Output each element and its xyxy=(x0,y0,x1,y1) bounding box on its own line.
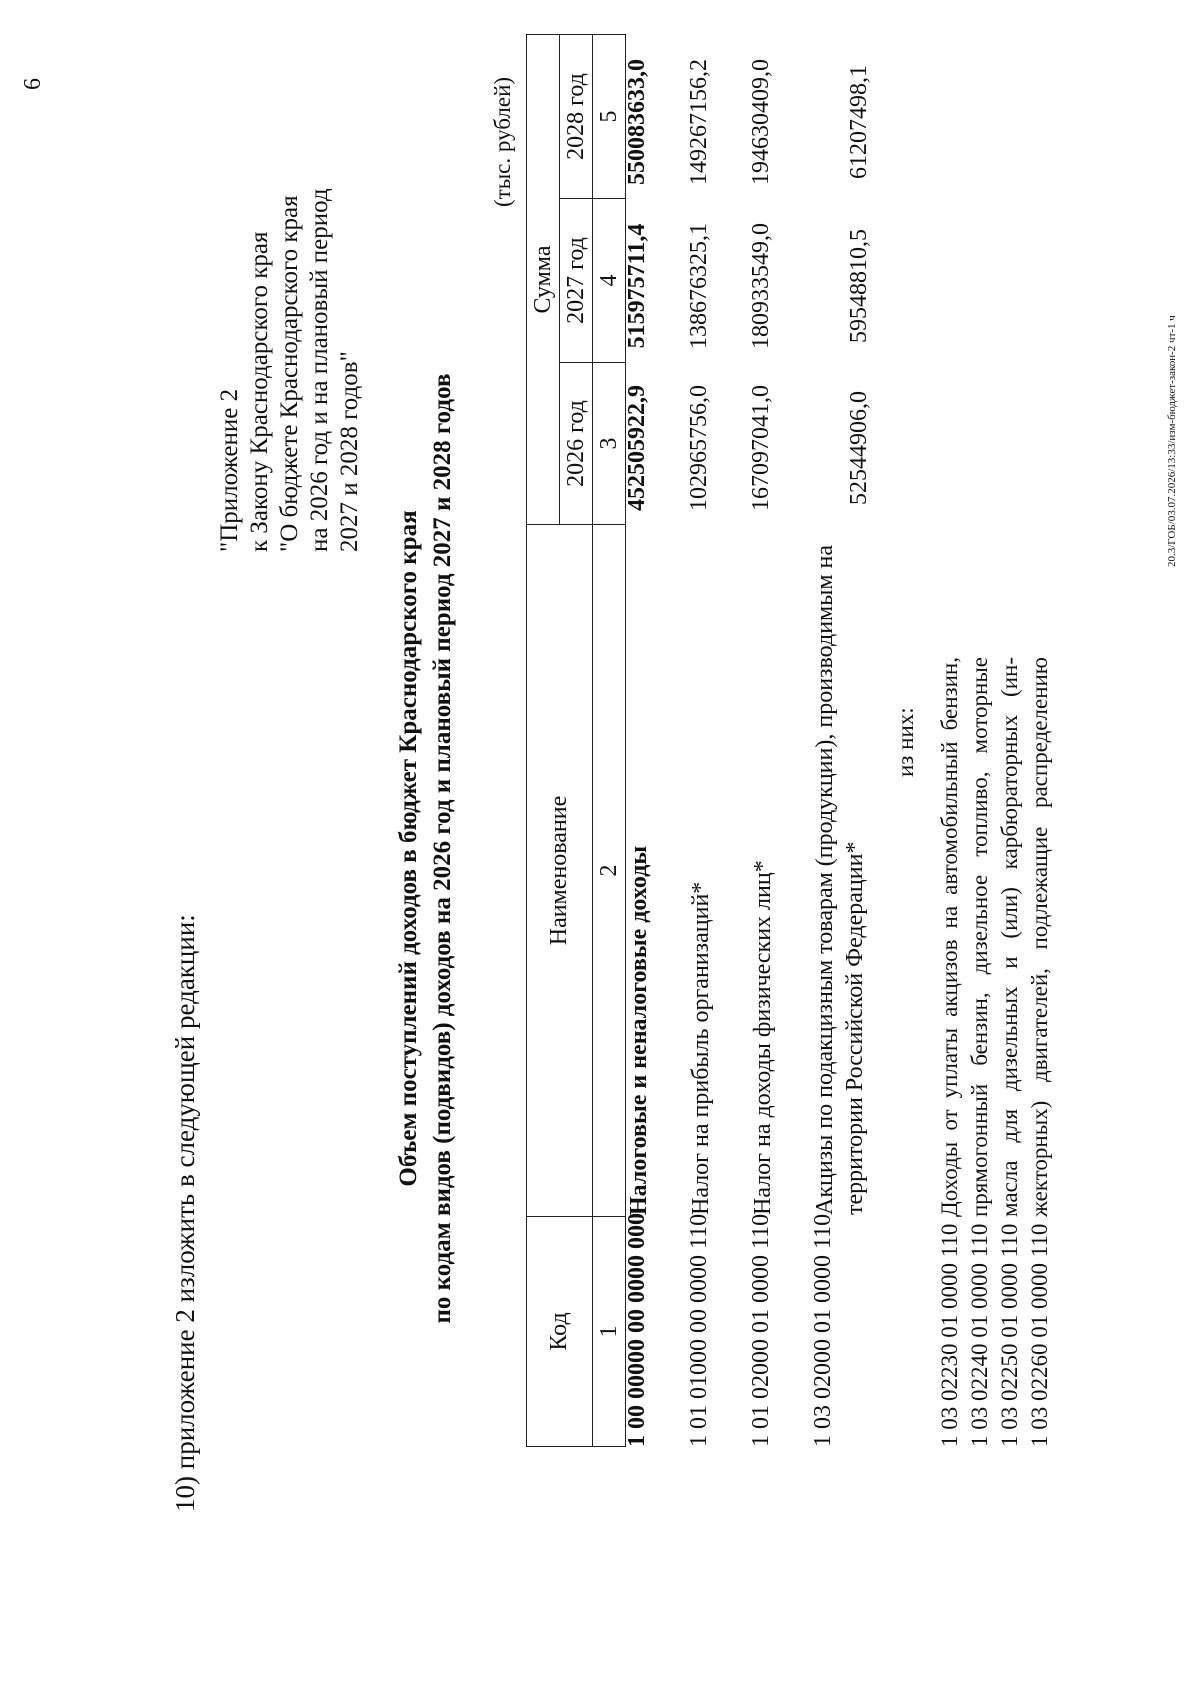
subitem-code: 1 03 02240 01 0000 110 xyxy=(967,1223,992,1447)
row-value-2028: 550083633,0 xyxy=(624,59,650,185)
row-name: Налог на доходы физических лиц* xyxy=(750,860,776,1215)
page-number: 6 xyxy=(20,78,46,90)
table-row xyxy=(686,59,726,1447)
header-year-2026: 2026 год xyxy=(560,363,593,525)
table-row xyxy=(624,59,664,1447)
subitems-label: из них: xyxy=(893,707,918,777)
row-value-2026: 102965756,0 xyxy=(686,385,712,511)
footer-stamp: 20.3/ГОБ/03.07.2026/13:33/изм-бюджет-закон-2 чт-1 ч xyxy=(1166,315,1178,567)
row-value-2026: 52544906,0 xyxy=(846,391,872,505)
appendix-line: "Приложение 2 xyxy=(216,388,243,552)
subitem-text-line: масла для дизельных и (или) карбюраторных (ин- xyxy=(997,657,1022,1217)
header-name: Наименование xyxy=(527,525,593,1217)
row-value-2027: 180933549,0 xyxy=(748,223,774,349)
subitem-code: 1 03 02260 01 0000 110 xyxy=(1027,1223,1052,1447)
row-value-2027: 59548810,5 xyxy=(846,229,872,343)
row-code: 1 00 00000 00 0000 000 xyxy=(624,1213,650,1447)
row-code: 1 01 01000 00 0000 110 xyxy=(686,1213,712,1447)
subitem-text-line: прямогонный бензин, дизельное топливо, моторные xyxy=(967,657,992,1217)
column-number: 5 xyxy=(593,34,626,198)
row-name: Акцизы по подакцизным товарам (продукции), производимым на территории Российской Федерации* xyxy=(812,544,868,1215)
subitem-text-line: Доходы от уплаты акцизов на автомобильный бензин, xyxy=(937,657,962,1217)
subitem-code: 1 03 02230 01 0000 110 xyxy=(937,1223,962,1447)
header-sum: Сумма xyxy=(527,34,560,524)
column-number: 4 xyxy=(593,199,626,363)
appendix-header xyxy=(215,188,365,552)
table-header xyxy=(526,34,626,1447)
appendix-line: "О бюджете Краснодарского края xyxy=(276,195,303,552)
table-row xyxy=(748,59,788,1447)
row-value-2026: 452505922,9 xyxy=(624,385,650,511)
document-subtitle: по кодам видов (подвидов) доходов на 2026 год и плановый период 2027 и 2028 годов xyxy=(429,373,456,1324)
row-name: Налог на прибыль организаций* xyxy=(688,881,714,1215)
row-value-2026: 167097041,0 xyxy=(748,385,774,511)
row-value-2028: 194630409,0 xyxy=(748,59,774,185)
column-number: 3 xyxy=(593,363,626,525)
row-value-2028: 149267156,2 xyxy=(686,59,712,185)
header-year-2027: 2027 год xyxy=(560,199,593,363)
column-number: 1 xyxy=(593,1217,626,1447)
column-number: 2 xyxy=(593,525,626,1217)
header-code: Код xyxy=(527,1217,593,1447)
intro-text: 10) приложение 2 изложить в следующей редакции: xyxy=(170,914,200,1512)
appendix-line: на 2026 год и на плановый период xyxy=(306,188,333,552)
row-code: 1 01 02000 01 0000 110 xyxy=(748,1213,774,1447)
appendix-line: 2027 и 2028 годов" xyxy=(336,351,363,552)
appendix-line: к Закону Краснодарского края xyxy=(246,231,273,552)
subitem-text-line: жекторных) двигателей, подлежащие распределению xyxy=(1027,657,1052,1217)
table-row xyxy=(810,65,880,1447)
row-name: Налоговые и неналоговые доходы xyxy=(626,845,652,1215)
row-value-2028: 61207498,1 xyxy=(846,65,872,179)
document-title: Объем поступлений доходов в бюджет Краснодарского края xyxy=(395,510,422,1187)
subitem-description xyxy=(935,657,1055,1217)
row-value-2027: 138676325,1 xyxy=(686,223,712,349)
units-label: (тыс. рублей) xyxy=(490,76,515,207)
row-value-2027: 515975711,4 xyxy=(624,223,650,349)
subitem-codes xyxy=(935,1224,1055,1447)
header-year-2028: 2028 год xyxy=(560,34,593,198)
row-code: 1 03 02000 01 0000 110 xyxy=(810,1213,836,1447)
subitem-code: 1 03 02250 01 0000 110 xyxy=(997,1223,1022,1447)
